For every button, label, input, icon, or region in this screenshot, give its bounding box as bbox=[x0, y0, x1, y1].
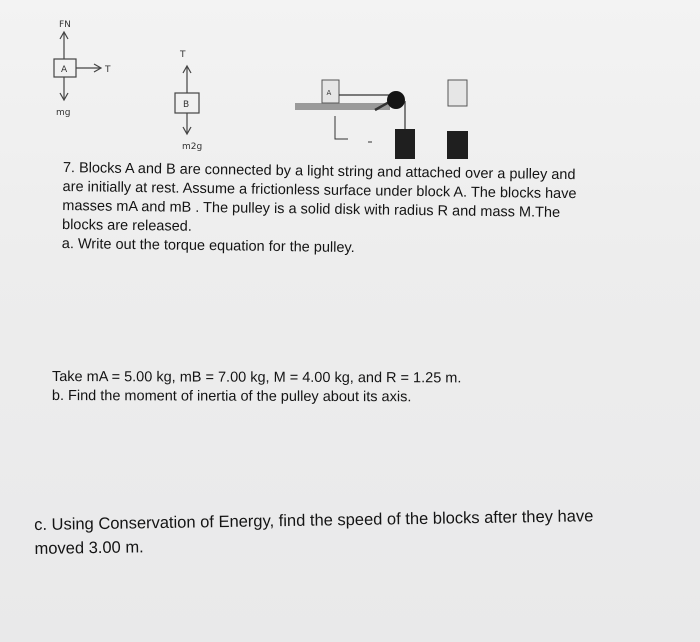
block-a-reference bbox=[448, 80, 467, 106]
show-through-text bbox=[60, 268, 420, 338]
block-b-reference bbox=[447, 131, 468, 159]
givens-and-part-b bbox=[52, 368, 462, 407]
part-c-line: moved 3.00 m. bbox=[34, 538, 144, 558]
question-line: 7. Blocks A and B are connected by a light string and attached over a pulley and bbox=[62, 159, 576, 184]
free-body-diagram-b bbox=[175, 50, 202, 152]
free-body-diagram-a bbox=[54, 20, 111, 118]
weight-label-b: m2g bbox=[182, 142, 203, 152]
question-line: masses mA and mB . The pulley is a solid disk with radius R and mass M.The bbox=[62, 197, 561, 221]
block-a-label: A bbox=[326, 89, 332, 97]
fbd-block-b-label: B bbox=[183, 100, 190, 110]
tension-label-a: T bbox=[105, 65, 111, 75]
part-c-line: c. Using Conservation of Energy, find the speed of the blocks after they have bbox=[34, 507, 594, 534]
part-b-prompt: b. Find the moment of inertia of the pulley about its axis. bbox=[51, 387, 412, 406]
weight-label-a: mg bbox=[56, 108, 71, 118]
question-line: blocks are released. bbox=[61, 216, 192, 235]
block-b bbox=[395, 129, 415, 159]
fn-label: FN bbox=[59, 20, 71, 30]
part-c-prompt bbox=[34, 504, 594, 561]
tension-label-b: T bbox=[180, 50, 186, 60]
part-a-prompt: a. Write out the torque equation for the pulley. bbox=[61, 235, 355, 257]
given-values: Take mA = 5.00 kg, mB = 7.00 kg, M = 4.00 kg, and R = 1.25 m. bbox=[51, 369, 462, 387]
table-leg bbox=[335, 116, 348, 139]
question-line: are initially at rest. Assume a frictionless surface under block A. The blocks have bbox=[62, 178, 577, 203]
free-body-diagrams bbox=[40, 15, 240, 155]
pulley-disk bbox=[387, 91, 405, 109]
question-7-text bbox=[62, 159, 577, 261]
pulley-apparatus-figure bbox=[295, 75, 475, 165]
fbd-block-a-label: A bbox=[61, 65, 68, 75]
